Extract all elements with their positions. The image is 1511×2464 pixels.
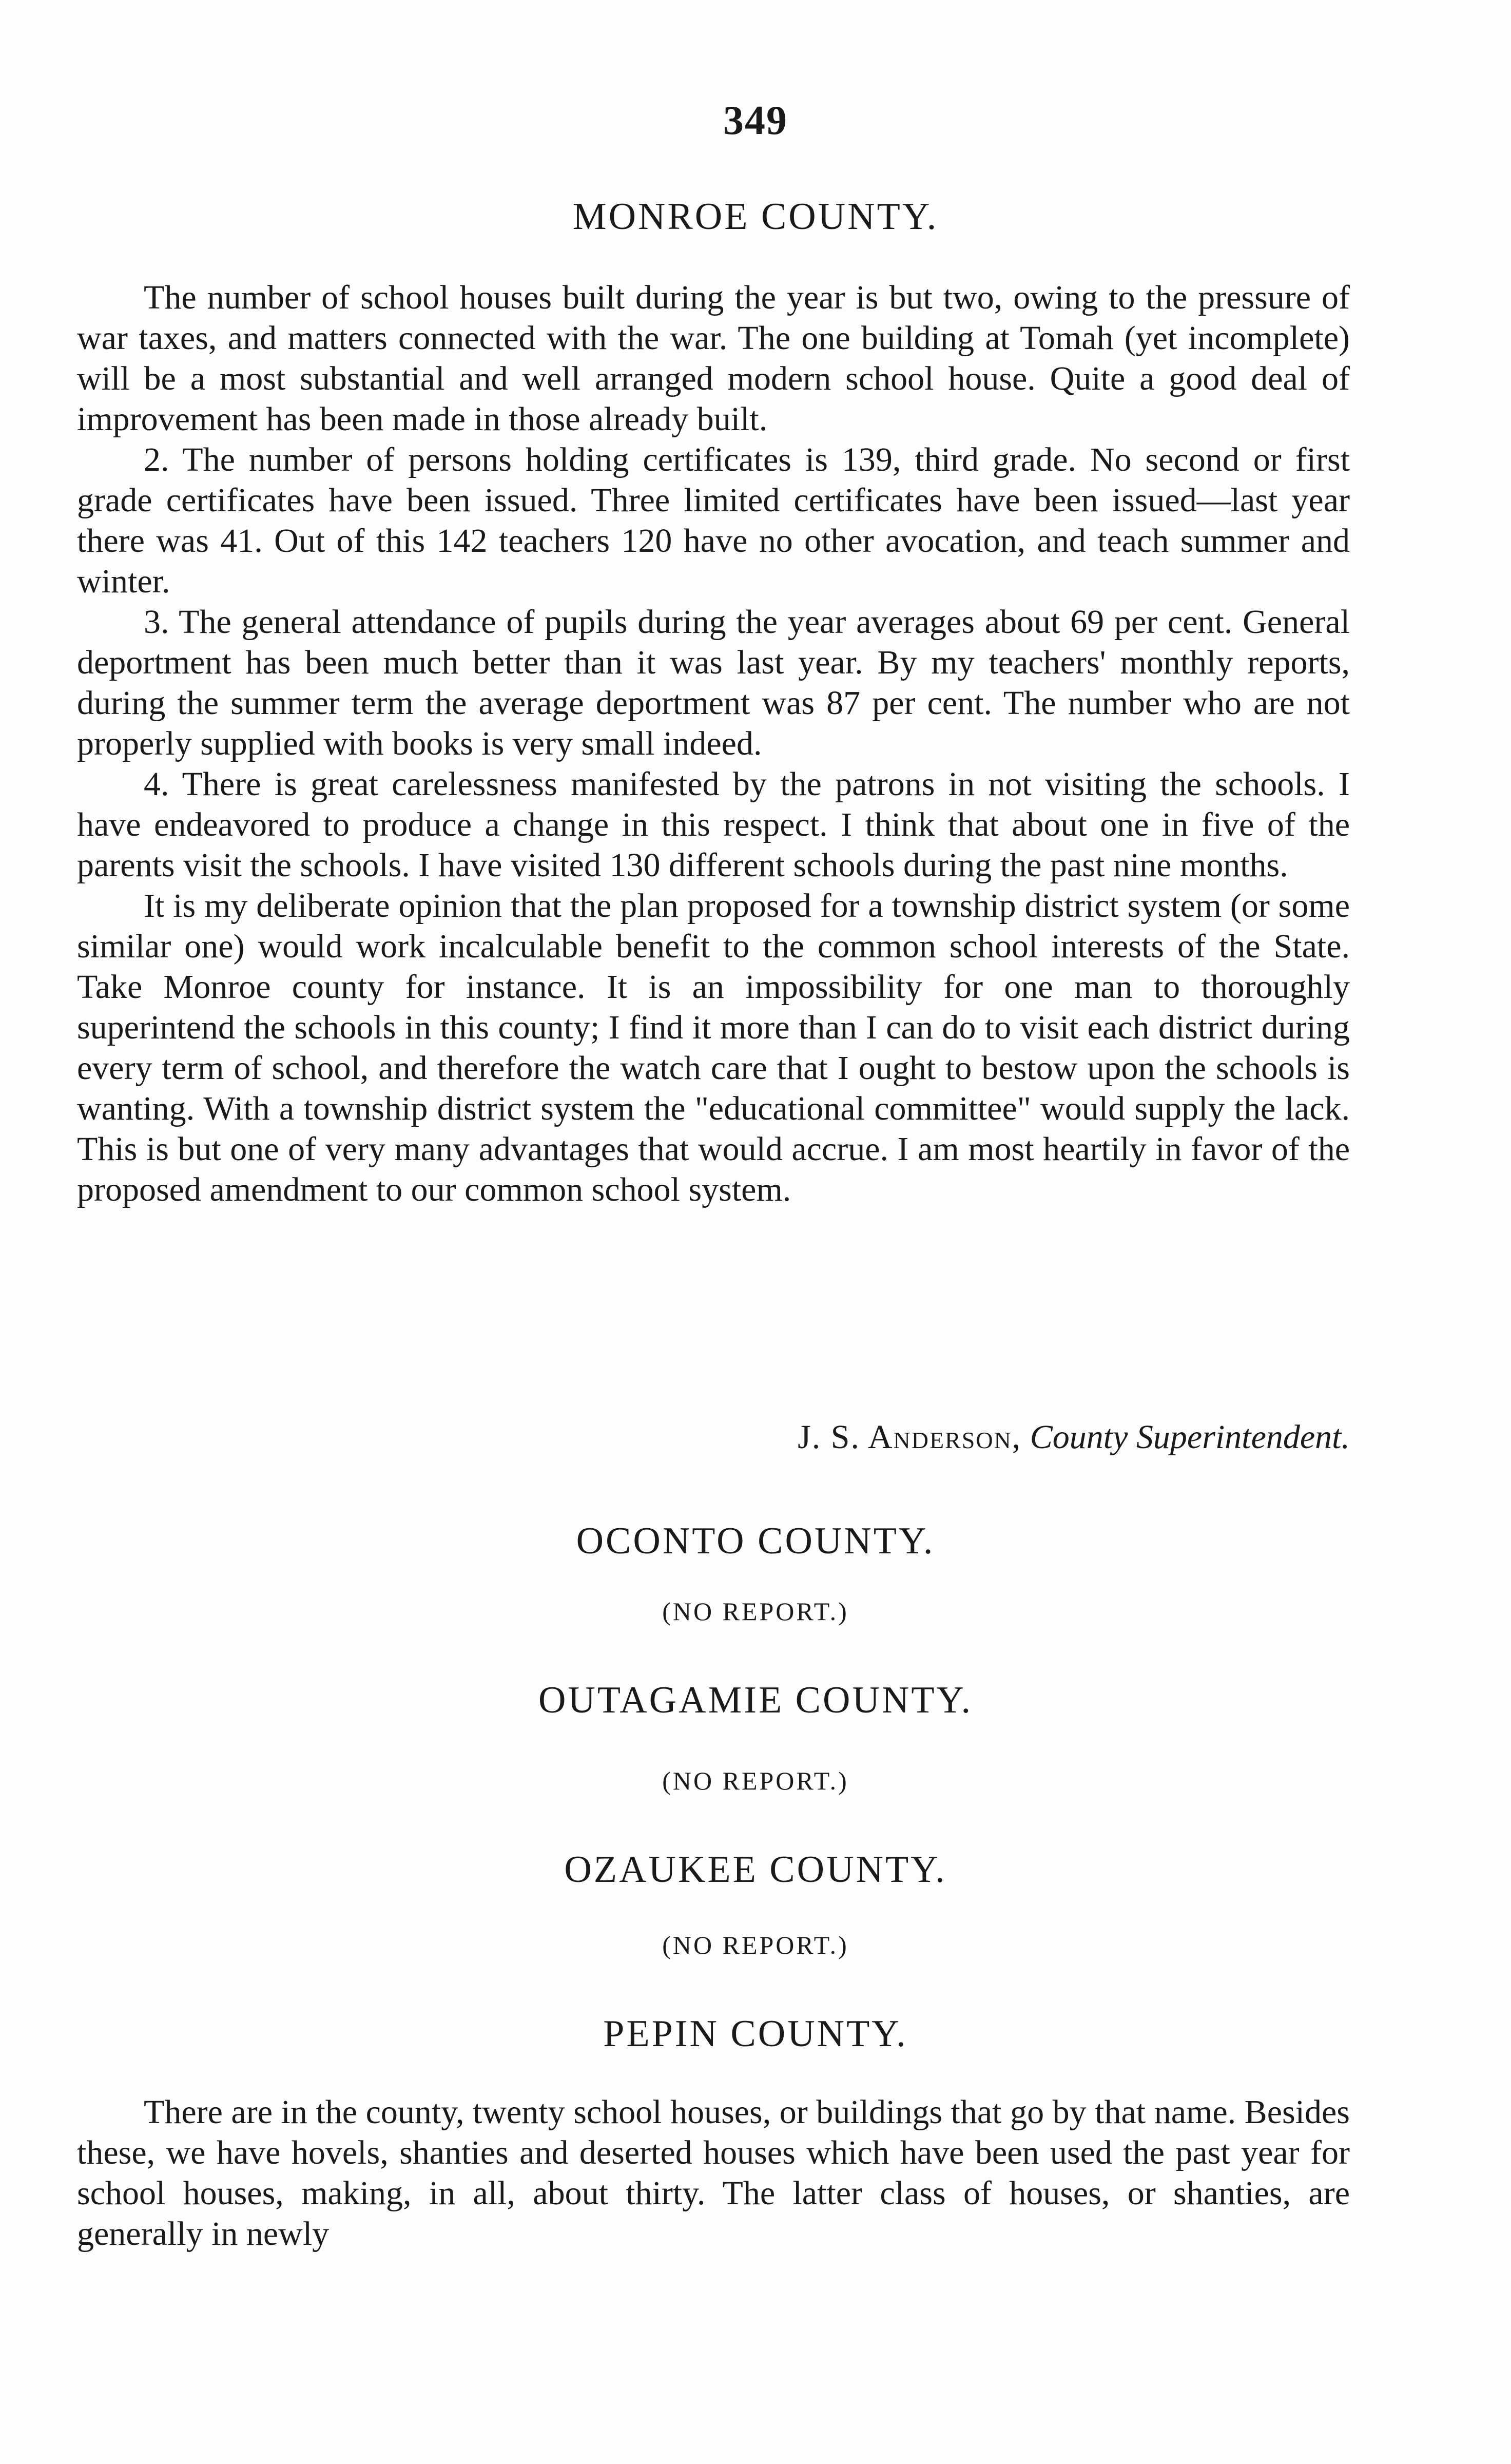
monroe-paragraph-5: It is my deliberate opinion that the plan proposed for a township district system (or some similar one) would work incalculable benefit to the common school interests of the State. Take Monroe county for instance. It is an impossibility for one man to thoroughly superintend the schools in this county; I find it more than I can do to visit each district during every term of school, and therefore the watch care that I ought to bestow upon the schools is wanting. With a township district system the "educational committee" would supply the lack. This is but one of very many advantages that would accrue. I am most heartily in favor of the proposed amendment to our common school system. — [77, 887, 1350, 1208]
monroe-paragraph-4: 4. There is great carelessness manifested by the patrons in not visiting the schools. I have endeavored to produce a change in this respect. I think that about one in five of the parents visit the schools. I have visited 130 different schools during the past nine months. — [77, 765, 1350, 884]
monroe-paragraph-2: 2. The number of persons holding certificates is 139, third grade. No second or first grade certificates have been issued. Three limited certificates have been issued—last year there was 41. Out of this 142 teachers 120 have no other avocation, and teach summer and winter. — [77, 441, 1350, 600]
monroe-signature — [77, 1417, 1350, 1457]
monroe-county-heading: MONROE COUNTY. — [572, 196, 939, 238]
ozaukee-county-heading: OZAUKEE COUNTY. — [564, 1849, 947, 1891]
pepin-county-heading: PEPIN COUNTY. — [603, 2013, 908, 2055]
signature-title: County Superintendent. — [1030, 1418, 1350, 1456]
ozaukee-no-report: (NO REPORT.) — [662, 1931, 849, 1959]
pepin-county-body — [77, 2092, 1350, 2254]
monroe-paragraph-1: The number of school houses built during the year is but two, owing to the pressure of war taxes, and matters connected with the war. The one building at Tomah (yet incomplete) will be a most substantial and well arranged modern school house. Quite a good deal of improvement has been made in those already built. — [77, 279, 1350, 438]
oconto-no-report: (NO REPORT.) — [662, 1597, 849, 1626]
outagamie-no-report: (NO REPORT.) — [662, 1766, 849, 1795]
monroe-paragraph-3: 3. The general attendance of pupils during the year averages about 69 per cent. General deportment has been much better than it was last year. By my teachers' monthly reports, during the summer term the average deportment was 87 per cent. The number who are not properly supplied with books is very small indeed. — [77, 603, 1350, 762]
page-number: 349 — [723, 98, 788, 143]
signature-name: J. S. Anderson, — [798, 1418, 1022, 1456]
monroe-county-body — [77, 277, 1350, 1210]
outagamie-county-heading: OUTAGAMIE COUNTY. — [538, 1679, 973, 1721]
pepin-paragraph-1: There are in the county, twenty school houses, or buildings that go by that name. Besides these, we have hovels, shanties and deserted houses which have been used the past year for school houses, making, in all, about thirty. The latter class of houses, or shanties, are generally in newly — [77, 2093, 1350, 2253]
oconto-county-heading: OCONTO COUNTY. — [576, 1520, 935, 1562]
